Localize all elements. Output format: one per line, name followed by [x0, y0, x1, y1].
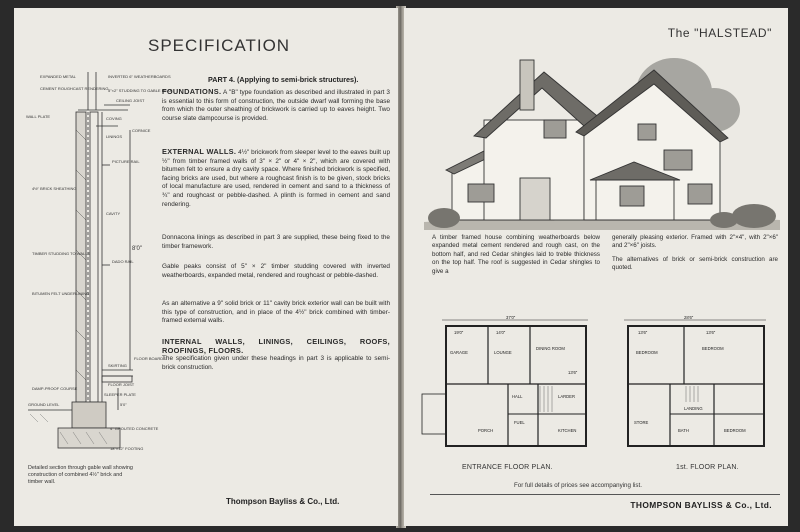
- internal-text: The specification given under these headings in part 3 is applicable to semi-brick construction.: [162, 355, 390, 371]
- room-label: BATH: [678, 428, 689, 433]
- page-title: SPECIFICATION: [148, 36, 291, 55]
- room-label: BEDROOM: [702, 346, 724, 351]
- dimension-label: 14'0": [496, 330, 506, 335]
- walls-heading: EXTERNAL WALLS.: [162, 147, 237, 156]
- internal-heading: INTERNAL WALLS, LININGS, CEILINGS, ROOFS, ROOFINGS, FLOORS.: [162, 337, 390, 355]
- room-label: LARDER: [558, 394, 575, 399]
- ground-floor-plan: [418, 314, 598, 464]
- section-label: COVING: [106, 116, 122, 121]
- dimension-label: 13'6": [638, 330, 648, 335]
- section-label: EXPANDED METAL: [40, 74, 76, 79]
- part-heading: PART 4. (Applying to semi-brick structures).: [208, 75, 359, 84]
- section-label: CEMENT ROUGHCAST RENDERING: [40, 86, 109, 91]
- first-floor-plan: [614, 314, 774, 464]
- room-label: BEDROOM: [724, 428, 746, 433]
- description-col-1: A timber framed house combining weatherboards below expanded metal cement rendered and rough cast, on the bottom half, and red Cedar shingles laid to treble thickness on the top half. The roof is suggested in Cedar shingles to give a: [432, 234, 600, 275]
- publisher-footer-right: THOMPSON BAYLISS & Co., Ltd.: [630, 500, 772, 510]
- room-label: PORCH: [478, 428, 494, 433]
- gable-paragraph: Gable peaks consist of 5" × 2" timber studding covered with inverted weatherboards, expanded metal, rendered and roughcast or pebble-dashed.: [162, 263, 390, 279]
- description-col-3: The alternatives of brick or semi-brick construction are quoted.: [612, 256, 778, 272]
- footer-rule: [430, 494, 780, 495]
- description-col-2: generally pleasing exterior. Framed with 2"×4", with 2"×6" and 2"×6" joists.: [612, 234, 778, 250]
- section-label: FLOOR JOIST: [108, 382, 135, 387]
- dimension-label: 13'6": [706, 330, 716, 335]
- section-label: 5"×2" STUDDING TO GABLE PEAK: [108, 88, 173, 93]
- foundations-text: A "B" type foundation as described and illustrated in part 3 is essential to this form of construction, the outside dwarf wall forming the base from which the outer sheathing of brickwork is carried up to eaves height. Two course slate dampcourse is provided.: [162, 89, 390, 122]
- wall-section-drawing: [18, 70, 173, 520]
- section-label: FLOOR BOARDS: [134, 356, 166, 361]
- left-page: [14, 8, 398, 526]
- room-label: HALL: [512, 394, 523, 399]
- house-illustration: [424, 50, 780, 230]
- linings-paragraph: Donnacona linings as described in part 3 are supplied, these being fixed to the timber framework.: [162, 234, 390, 250]
- prices-footnote: For full details of prices see accompanying list.: [514, 482, 642, 489]
- foundations-heading: FOUNDATIONS.: [162, 87, 222, 96]
- section-label: TIMBER STUDDING TO WALLS: [32, 251, 91, 256]
- section-label: SLEEPER PLATE: [104, 392, 136, 397]
- house-title: The "HALSTEAD": [667, 26, 772, 40]
- section-label: INVERTED 6" WEATHERBOARDS: [108, 74, 171, 79]
- section-label: CORNICE: [132, 128, 151, 133]
- section-label: 18"×12" FOOTING: [110, 446, 144, 451]
- section-label: LININGS: [106, 134, 123, 139]
- room-label: LANDING: [684, 406, 703, 411]
- section-label: SKIRTING: [108, 363, 127, 368]
- walls-text: 4½" brickwork from sleeper level to the eaves built up ½" from timber framed walls of 3" × 2" or 4" × 2", which are covered with bitumen felt to ensure a dry cavity space. Where finished brickwork is specified, facing bricks are used, but where a roughcast finish is to be given, stock bricks of local manufacture are used, rendered in cement and sand to a thickness of ¾" and roughcast or pebble-dashed. A plinth is formed in cement and sand rendering.: [162, 149, 391, 208]
- room-label: FUEL: [514, 420, 525, 425]
- section-label: GROUND LEVEL: [28, 402, 60, 407]
- section-label: CAVITY: [106, 211, 121, 216]
- section-label: 8'0": [132, 246, 142, 252]
- room-label: DINING ROOM: [536, 346, 565, 351]
- room-label: GARAGE: [450, 350, 468, 355]
- foundations-paragraph: [162, 88, 390, 123]
- section-label: BITUMEN FELT UNDERLINING: [32, 291, 90, 296]
- room-label: KITCHEN: [558, 428, 577, 433]
- ground-plan-caption: ENTRANCE FLOOR PLAN.: [462, 464, 553, 471]
- publisher-footer: Thompson Bayliss & Co., Ltd.: [226, 497, 340, 506]
- section-label: DAMP-PROOF COURSE: [32, 386, 78, 391]
- dimension-label: 13'6": [568, 370, 578, 375]
- section-label: 4" GROUTED CONCRETE: [110, 426, 159, 431]
- section-label: DADO RAIL: [112, 259, 134, 264]
- dimension-label: 28'6": [684, 315, 694, 320]
- first-plan-caption: 1st. FLOOR PLAN.: [676, 464, 739, 471]
- section-label: WALL PLATE: [26, 114, 51, 119]
- room-label: STORE: [634, 420, 649, 425]
- room-label: BEDROOM: [636, 350, 658, 355]
- drawing-caption: Detailed section through gable wall showing construction of combined 4½" brick and timber wall.: [28, 465, 133, 485]
- section-label: PICTURE RAIL: [112, 159, 140, 164]
- section-label: CEILING JOIST: [116, 98, 145, 103]
- walls-paragraph: [162, 148, 390, 209]
- dimension-label: 37'0": [506, 315, 516, 320]
- internal-paragraph: [162, 338, 390, 372]
- right-page: [404, 8, 788, 526]
- room-label: LOUNGE: [494, 350, 512, 355]
- alternative-paragraph: As an alternative a 9" solid brick or 11" cavity brick exterior wall can be built with this type of construction, and in place of the 4½" brick combined with timber-framed external walls.: [162, 300, 390, 325]
- section-label: 5'0": [120, 402, 127, 407]
- dimension-label: 19'0": [454, 330, 464, 335]
- section-label: 4½" BRICK SHEATHING: [32, 186, 77, 191]
